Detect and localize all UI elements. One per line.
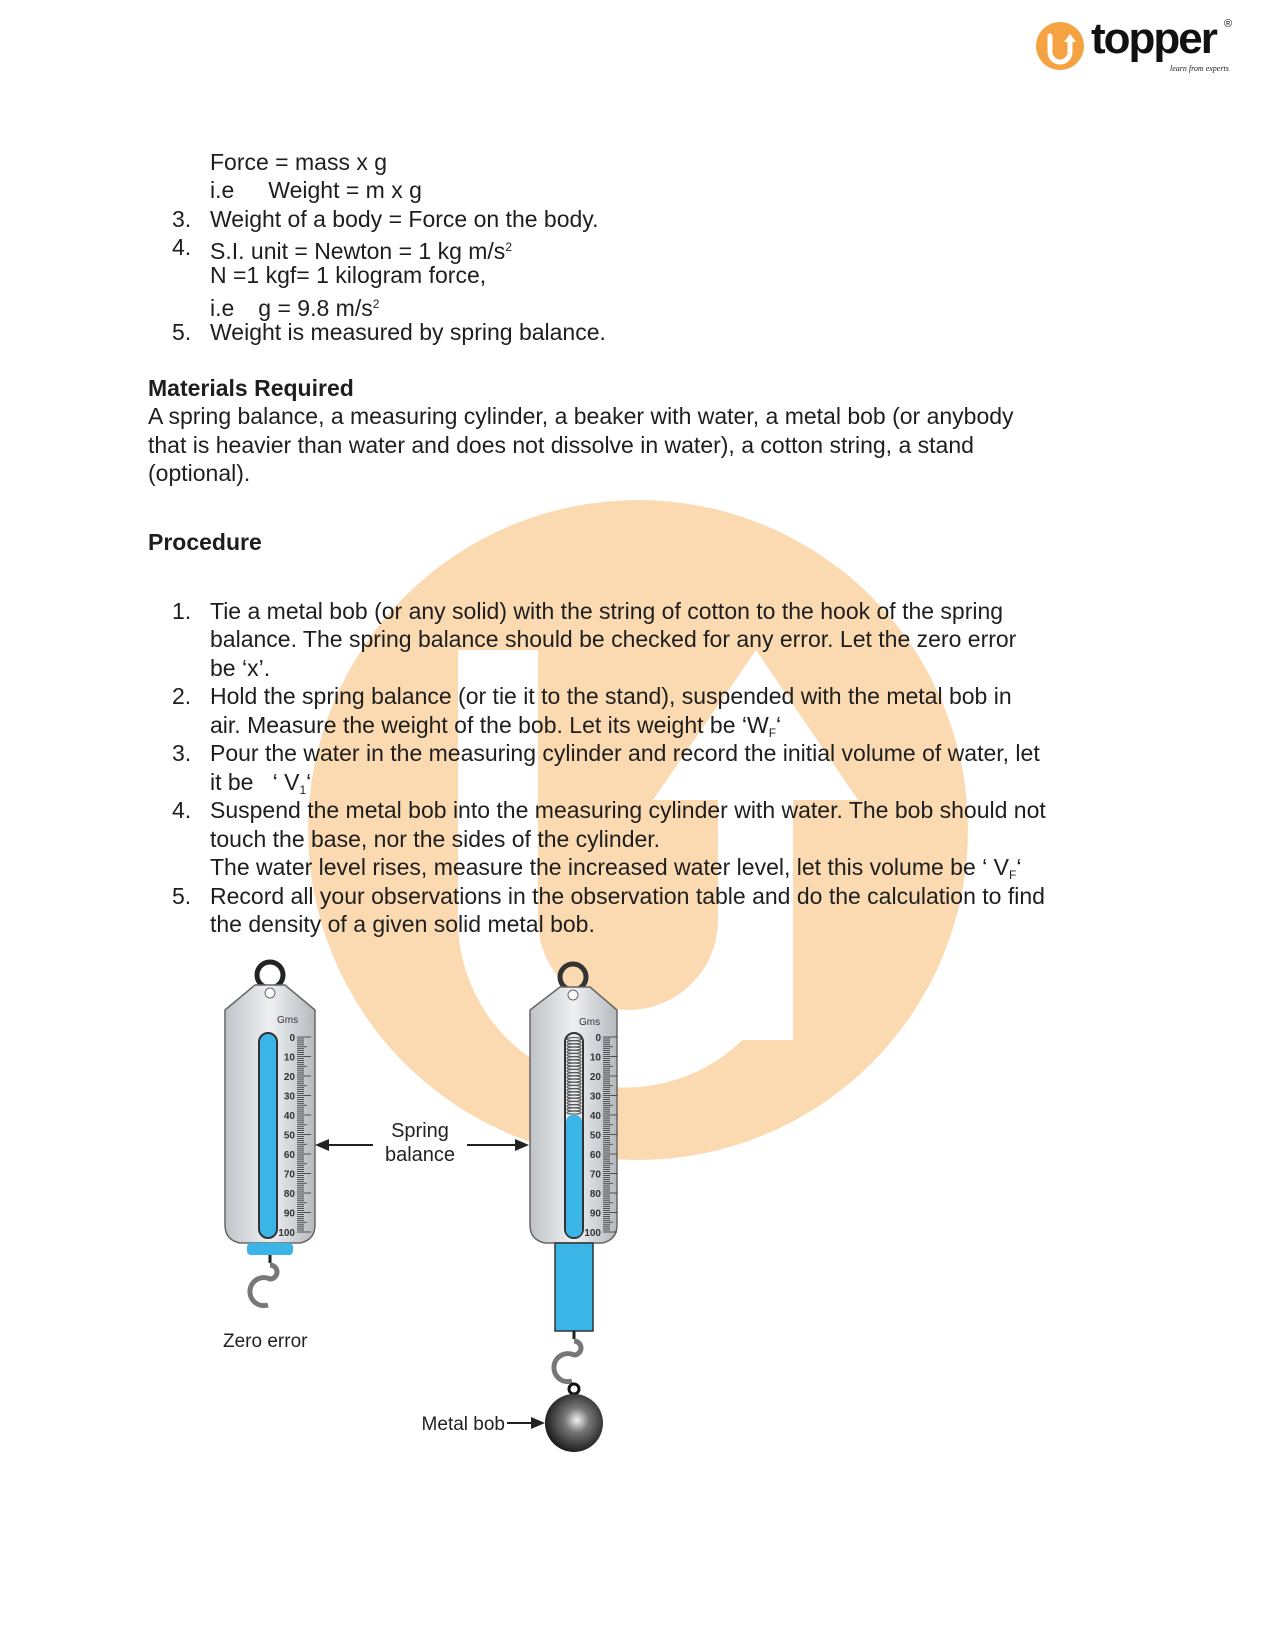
scale-tick-label: 80 [589, 1189, 601, 1200]
scale-tick-label: 40 [589, 1111, 601, 1122]
scale-tick-label: 100 [278, 1228, 295, 1239]
spring-label-line2: balance [384, 1144, 456, 1166]
right-scale-unit: Gms [579, 1017, 601, 1028]
materials-text: A spring balance, a measuring cylinder, a beaker with water, a metal bob (or anybody [148, 403, 1014, 429]
right-ring-icon [560, 964, 586, 990]
scale-tick-label: 40 [283, 1111, 295, 1122]
step-number: 4. [172, 797, 192, 823]
definition-line: i.e Weight = m x g [210, 177, 422, 203]
scale-tick-label: 0 [595, 1033, 601, 1044]
scale-tick-label: 50 [283, 1130, 295, 1142]
right-spring-balance [530, 964, 617, 1452]
scale-tick-label: 20 [589, 1072, 601, 1083]
metal-bob-icon [545, 1394, 603, 1452]
scale-tick-label: 70 [589, 1169, 601, 1181]
spring-balance-figure [205, 955, 665, 1475]
scale-tick-label: 90 [589, 1208, 601, 1220]
step-text: The water level rises, measure the increased water level, let this volume be ‘ $V_F‘$ [210, 854, 1022, 882]
step-number: 2. [172, 683, 192, 709]
left-spring-balance [225, 962, 315, 1306]
topper-logo [1036, 14, 1236, 78]
definition-line: S.I. unit = Newton = 1 kg $m/s^2$ [210, 238, 512, 264]
spring-balance-arrows [315, 1139, 545, 1429]
step-number: 1. [172, 598, 192, 624]
materials-text: (optional). [148, 460, 251, 486]
zero-error-label: Zero error [223, 1331, 308, 1352]
step-text: Pour the water in the measuring cylinder and record the initial volume of water, let [210, 740, 1040, 766]
registered-mark: ® [1224, 18, 1233, 30]
step-text: it be ‘ $V_1‘$ [210, 769, 312, 797]
definition-line: N =1 kgf= 1 kilogram force, [210, 262, 487, 288]
left-scale-unit: Gms [277, 1015, 299, 1026]
arrow-left-icon [315, 1139, 329, 1151]
list-number: 4. [172, 234, 192, 260]
metal-bob-label: Metal bob [421, 1414, 505, 1435]
scale-tick-label: 30 [283, 1091, 295, 1103]
step-text: be ‘x’. [210, 655, 271, 681]
scale-tick-label: 30 [589, 1091, 601, 1103]
scale-tick-label: 90 [283, 1208, 295, 1220]
list-number: 3. [172, 206, 192, 232]
scale-tick-label: 60 [589, 1150, 601, 1161]
step-text: touch the base, nor the sides of the cylinder. [210, 826, 661, 852]
logo-wordmark: topper [1091, 14, 1216, 63]
arrow-right-icon [515, 1139, 529, 1151]
step-text: Record all your observations in the observation table and do the calculation to find [210, 883, 1045, 909]
definition-line: Weight is measured by spring balance. [210, 319, 606, 345]
step-number: 5. [172, 883, 192, 909]
logo-tagline: learn from experts [1170, 64, 1229, 73]
scale-tick-label: 10 [589, 1052, 601, 1064]
definition-line: Weight of a body = Force on the body. [210, 206, 599, 232]
definition-line: i.e g = 9.8 $m/s^2$ [210, 295, 380, 321]
spring-balance-diagram [205, 955, 665, 1475]
step-text: Suspend the metal bob into the measuring cylinder with water. The bob should not [210, 797, 1046, 823]
step-text: balance. The spring balance should be checked for any error. Let the zero error [210, 626, 1017, 652]
left-ring-icon [257, 962, 283, 988]
list-number: 5. [172, 319, 192, 345]
scale-tick-label: 70 [283, 1169, 295, 1181]
materials-heading: Materials Required [148, 375, 354, 401]
definition-line: Force = mass x g [210, 149, 388, 175]
materials-text: that is heavier than water and does not dissolve in water), a cotton string, a stand [148, 432, 974, 458]
procedure-heading: Procedure [148, 529, 262, 555]
logo-u-icon [1036, 22, 1084, 70]
right-indicator-column [566, 1115, 582, 1237]
left-indicator-column [259, 1033, 277, 1238]
step-number: 3. [172, 740, 192, 766]
scale-tick-label: 10 [283, 1052, 295, 1064]
arrow-bob-icon [531, 1417, 545, 1429]
scale-tick-label: 60 [283, 1150, 295, 1161]
scale-tick-label: 80 [283, 1189, 295, 1200]
right-extended-rod [555, 1243, 593, 1331]
right-hook-icon [554, 1341, 581, 1382]
scale-tick-label: 0 [289, 1033, 295, 1044]
step-text: Hold the spring balance (or tie it to the stand), suspended with the metal bob in [210, 683, 1012, 709]
scale-tick-label: 100 [584, 1228, 601, 1239]
step-text: air. Measure the weight of the bob. Let its weight be ‘$W_F‘$ [210, 712, 782, 740]
left-hook-icon [250, 1265, 277, 1306]
spring-label-line1: Spring [391, 1120, 449, 1142]
step-text: Tie a metal bob (or any solid) with the string of cotton to the hook of the spring [210, 598, 1004, 624]
step-text: the density of a given solid metal bob. [210, 911, 595, 937]
scale-tick-label: 20 [283, 1072, 295, 1083]
scale-tick-label: 50 [589, 1130, 601, 1142]
